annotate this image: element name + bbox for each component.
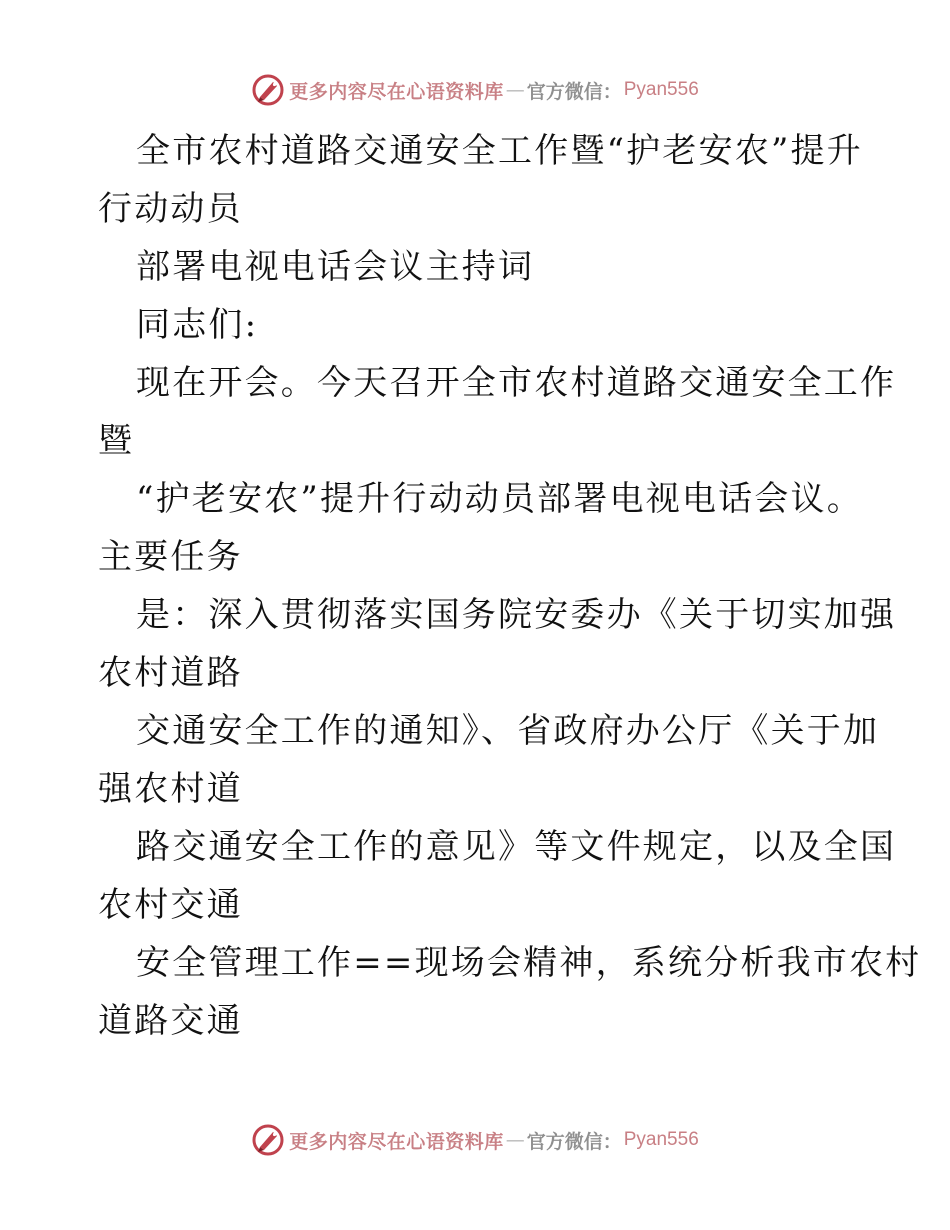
text-line: 交通安全工作的通知》、省政府办公厅《关于加 <box>136 711 880 751</box>
text-line: 强农村道 <box>98 769 243 809</box>
text-line: 道路交通 <box>98 1001 243 1041</box>
watermark-brand-text: 更多内容尽在心语资料库 <box>289 1130 504 1153</box>
pen-nib-circle-icon <box>251 1123 285 1157</box>
watermark-footer <box>0 1120 950 1160</box>
text-line: 暨 <box>98 421 135 461</box>
text-line: 部署电视电话会议主持词 <box>136 247 535 287</box>
document-body <box>98 122 922 1050</box>
text-line: 安全管理工作==现场会精神，系统分析我市农村 <box>136 943 922 983</box>
watermark-separator: — <box>505 1129 525 1151</box>
text-line: 是：深入贯彻落实国务院安委办《关于切实加强 <box>136 595 897 635</box>
text-line: “护老安农”提升行动动员部署电视电话会议。 <box>136 479 863 519</box>
text-line: 路交通安全工作的意见》等文件规定，以及全国 <box>136 827 897 867</box>
watermark-label: 官方微信： <box>526 1130 622 1153</box>
watermark-label: 官方微信： <box>526 80 622 103</box>
text-line: 全市农村道路交通安全工作暨“护老安农”提升 <box>136 131 863 171</box>
text-line: 同志们: <box>136 305 259 345</box>
text-line: 行动动员 <box>98 189 243 229</box>
text-line: 农村道路 <box>98 653 243 693</box>
watermark-wechat-id: Pyan556 <box>623 79 699 100</box>
watermark-separator: — <box>505 79 525 101</box>
watermark-wechat-id: Pyan556 <box>623 1129 699 1150</box>
text-line: 现在开会。今天召开全市农村道路交通安全工作 <box>136 363 897 403</box>
text-line: 农村交通 <box>98 885 243 925</box>
pen-nib-circle-icon <box>251 73 285 107</box>
watermark-brand-text: 更多内容尽在心语资料库 <box>289 80 504 103</box>
watermark-header <box>0 70 950 110</box>
text-line: 主要任务 <box>98 537 243 577</box>
